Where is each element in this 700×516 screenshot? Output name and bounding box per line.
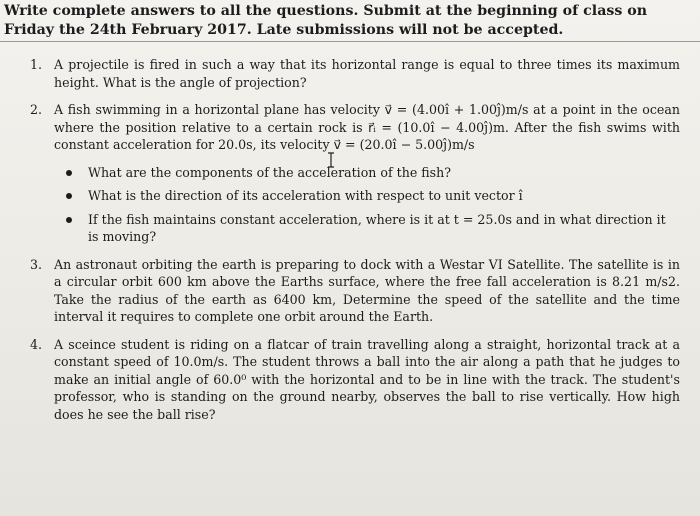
subquestion-item	[66, 211, 680, 246]
bullet-icon	[66, 170, 72, 176]
question-3	[30, 256, 680, 326]
question-text: A projectile is fired in such a way that its horizontal range is equal to three times its maximum height. What is the angle of projection?	[54, 57, 680, 90]
text-cursor-icon	[327, 152, 335, 168]
header-divider	[0, 41, 700, 42]
question-number: 4.	[30, 336, 43, 352]
bullet-icon	[66, 193, 72, 199]
subquestion-item	[66, 187, 680, 205]
header-line-1: Write complete answers to all the questions. Submit at the beginning of class on	[4, 3, 648, 19]
question-text: A sceince student is riding on a flatcar of train travelling along a straight, horizontal track at a constant speed of 10.0m/s. The student throws a ball into the air along a path that he judges to make an initial angle of 60.0⁰ with the horizontal and to be in line with the track. The student's professor, who is standing on the ground nearby, observes the ball to rise vertically. How high does he see the ball rise?	[54, 336, 680, 422]
question-4	[30, 336, 680, 424]
assignment-header	[4, 2, 694, 40]
header-line-2: Friday the 24th February 2017. Late submissions will not be accepted.	[4, 22, 564, 38]
question-number: 1.	[30, 57, 43, 72]
question-text: A fish swimming in a horizontal plane has velocity v⃗ = (4.00î + 1.00ĵ)m/s at a point in the ocean where the position relative to a certain rock is r⃗ᵢ = (10.0î − 4.00ĵ)m. After the fish swims with constant acceleration for 20.0s, its velocity v⃗ = (20.0î − 5.00ĵ)m/s	[54, 102, 680, 152]
subquestion-text: What is the direction of its acceleration with respect to unit vector î	[88, 188, 523, 203]
question-1	[30, 56, 680, 91]
bullet-icon	[66, 217, 72, 223]
question-number: 2.	[30, 102, 43, 117]
subquestion-text: What are the components of the acceleration of the fish?	[88, 164, 451, 180]
question-text: An astronaut orbiting the earth is preparing to dock with a Westar VI Satellite. The satellite is in a circular orbit 600 km above the Earths surface, where the free fall acceleration is 8.21 m/s2. Take the radius of the earth as 6400 km, Determine the speed of the satellite and the time interval it requires to complete one orbit around the Earth.	[54, 256, 680, 324]
subquestion-text: If the fish maintains constant acceleration, where is it at t = 25.0s and in what direction it is moving?	[88, 211, 666, 244]
subquestion-list	[54, 164, 680, 246]
subquestion-item	[66, 164, 680, 182]
question-2	[30, 101, 680, 246]
question-list	[30, 56, 680, 433]
question-number: 3.	[30, 256, 43, 272]
